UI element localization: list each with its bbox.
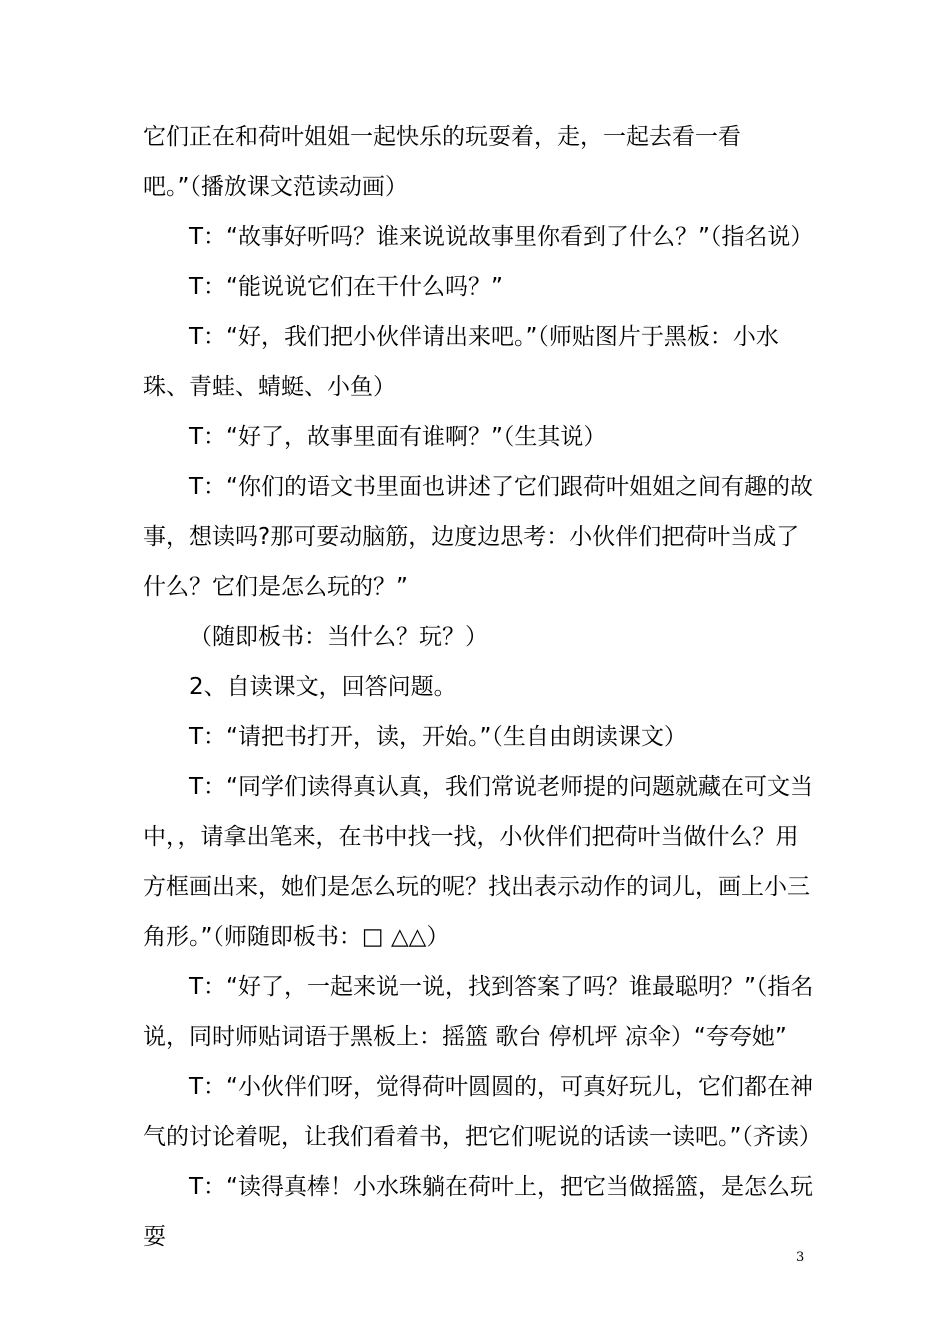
paragraph-13: T：“读得真棒！小水珠躺在荷叶上，把它当做摇篮，是怎么玩耍 — [143, 1174, 813, 1250]
paragraph-1: 它们正在和荷叶姐姐一起快乐的玩耍着，走，一起去看一看吧。”（播放课文范读动画） — [143, 124, 741, 200]
paragraph-6: T：“你们的语文书里面也讲述了它们跟荷叶姐姐之间有趣的故事，想读吗?那可要动脑筋，边度边思考：小伙伴们把荷叶当成了什么？它们是怎么玩的？” — [143, 474, 813, 600]
paragraph-7: （随即板书：当什么？玩？） — [189, 624, 488, 650]
paragraph-3: T：“能说说它们在干什么吗？” — [189, 274, 503, 300]
paragraph-5: T：“好了，故事里面有谁啊？”（生其说） — [189, 424, 607, 450]
paragraph-9: T：“请把书打开，读，开始。”（生自由朗读课文） — [189, 724, 687, 750]
paragraph-10: T：“同学们读得真认真，我们常说老师提的问题就藏在可文当中，，请拿出笔来，在书中找一找，小伙伴们把荷叶当做什么？用方框画出来，她们是怎么玩的呢？找出表示动作的词儿，画上小三角形。”（师随即板书：□ △△） — [143, 774, 813, 950]
body-text — [143, 112, 822, 1262]
paragraph-8: 2、自读课文，回答问题。 — [189, 674, 457, 700]
paragraph-4: T：“好，我们把小伙伴请出来吧。”（师贴图片于黑板：小水珠、青蛙、蜻蜓、小鱼） — [143, 324, 779, 400]
page-number: 3 — [796, 1250, 805, 1265]
paragraph-2: T：“故事好听吗？谁来说说故事里你看到了什么？”（指名说） — [189, 224, 814, 250]
paragraph-12: T：“小伙伴们呀，觉得荷叶圆圆的，可真好玩儿，它们都在神气的讨论着呢，让我们看着书，把它们呢说的话读一读吧。”（齐读） — [143, 1074, 822, 1150]
paragraph-11: T：“好了，一起来说一说，找到答案了吗？谁最聪明？”（指名说，同时师贴词语于黑板上：摇篮 歌台 停机坪 凉伞）“夸夸她” — [143, 974, 814, 1050]
